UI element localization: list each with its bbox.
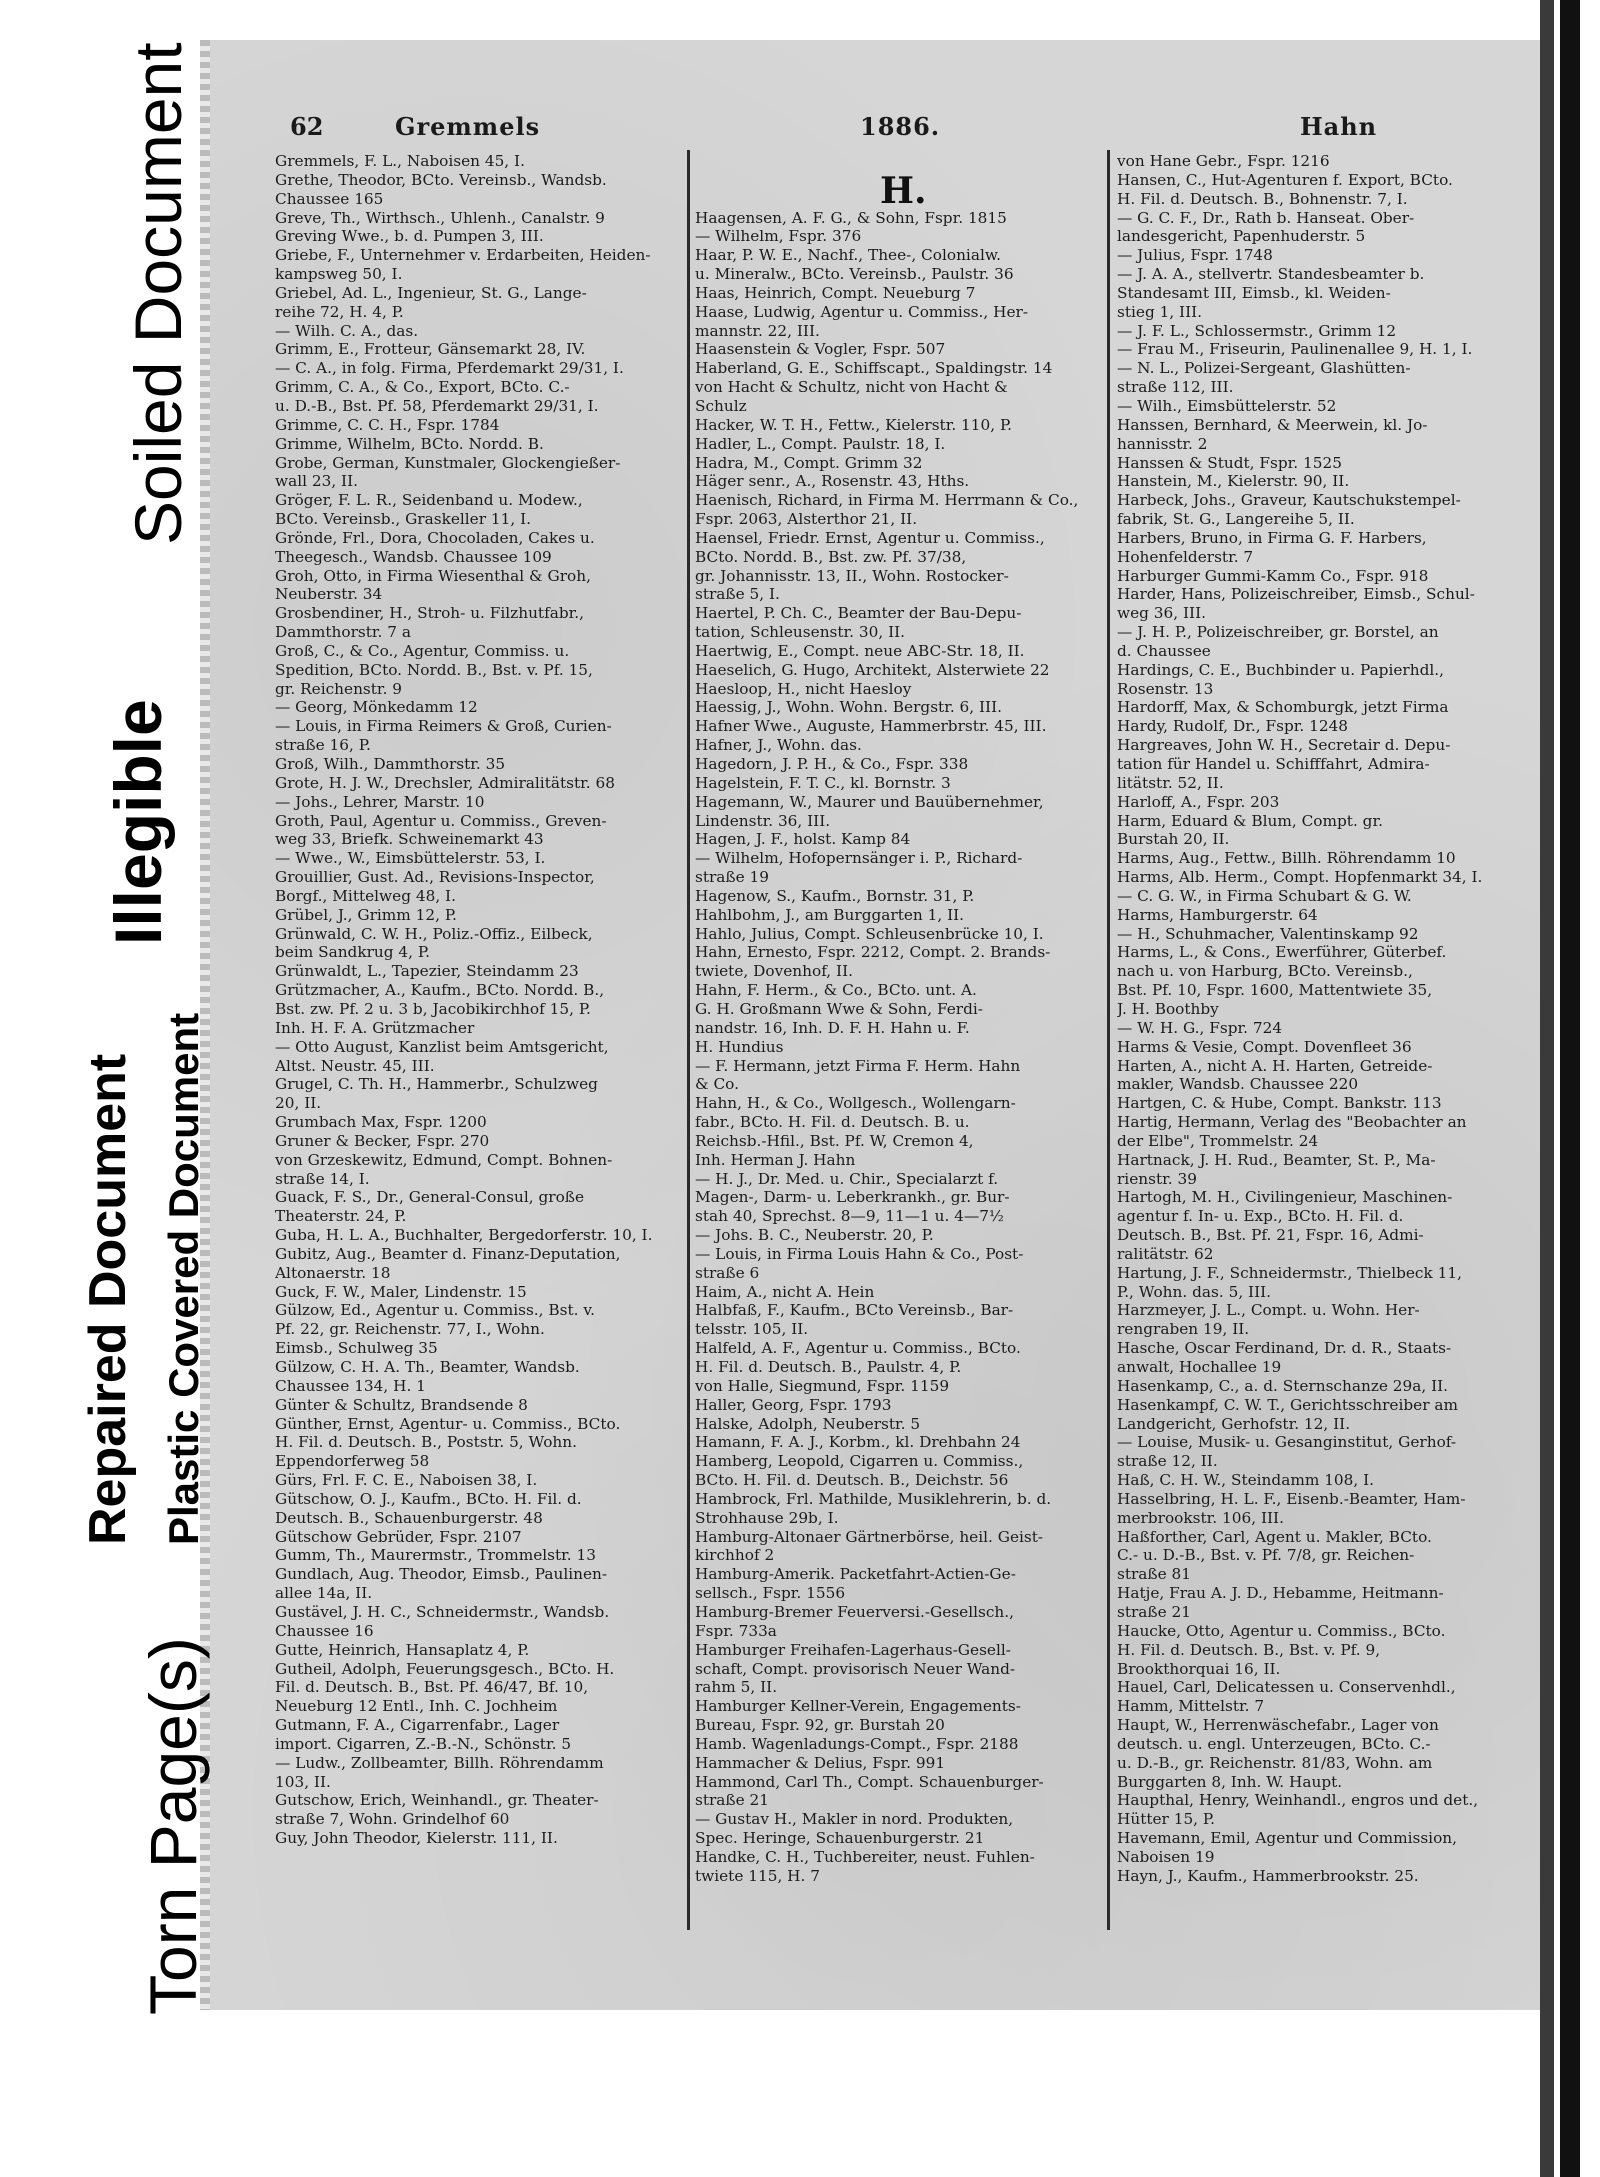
directory-entry: Hohenfelderstr. 7 — [1117, 547, 1254, 566]
directory-entry: von Grzeskewitz, Edmund, Compt. Bohnen- — [275, 1150, 613, 1169]
directory-entry: Havemann, Emil, Agentur und Commission, — [1117, 1829, 1457, 1848]
directory-entry: merbrookstr. 106, III. — [1117, 1508, 1284, 1527]
directory-entry: allee 14a, II. — [275, 1584, 373, 1603]
directory-entry: Hatje, Frau A. J. D., Hebamme, Heitmann- — [1117, 1584, 1444, 1603]
directory-entry: Grosbendiner, H., Stroh- u. Filzhutfabr., — [275, 604, 585, 623]
directory-entry: — Frau M., Friseurin, Paulinenallee 9, H. 1, I. — [1117, 340, 1473, 359]
directory-entry: tation für Handel u. Schifffahrt, Admira- — [1117, 755, 1430, 773]
directory-entry: Hagedorn, J. P. H., & Co., Fspr. 338 — [695, 755, 969, 773]
directory-entry: Harms, Alb. Herm., Compt. Hopfenmarkt 34, I. — [1117, 868, 1483, 887]
directory-entry: litätstr. 52, II. — [1117, 773, 1224, 792]
directory-entry: u. D.-B., Bst. Pf. 58, Pferdemarkt 29/31, I. — [275, 396, 599, 415]
column-rule — [1107, 150, 1110, 1930]
directory-entry: — J. H. P., Polizeischreiber, gr. Borstel, an — [1117, 623, 1439, 642]
directory-entry: Schulz — [695, 396, 747, 415]
directory-entry: Gutte, Heinrich, Hansaplatz 4, P. — [275, 1640, 530, 1659]
directory-entry: Magen-, Darm- u. Leberkrankh., gr. Bur- — [695, 1188, 1010, 1207]
directory-entry: Häger senr., A., Rosenstr. 43, Hths. — [695, 472, 970, 491]
directory-entry: P., Wohn. das. 5, III. — [1117, 1282, 1272, 1301]
section-letter: H. — [880, 170, 927, 212]
directory-entry: Hamm, Mittelstr. 7 — [1117, 1697, 1265, 1716]
directory-entry: Burggarten 8, Inh. W. Haupt. — [1117, 1772, 1343, 1791]
directory-entry: Haagensen, A. F. G., & Sohn, Fspr. 1815 — [695, 208, 1007, 227]
directory-entry: der Elbe", Trommelstr. 24 — [1117, 1131, 1319, 1150]
directory-entry: Rosenstr. 13 — [1117, 679, 1214, 698]
directory-entry: — Wilhelm, Hofopernsänger i. P., Richard- — [695, 849, 1023, 868]
directory-entry: Harder, Hans, Polizeischreiber, Eimsb., Schul- — [1117, 585, 1475, 604]
directory-entry: Grouillier, Gust. Ad., Revisions-Inspector, — [275, 868, 595, 887]
directory-entry: von Hane Gebr., Fspr. 1216 — [1117, 152, 1330, 170]
directory-entry: agentur f. In- u. Exp., BCto. H. Fil. d. — [1117, 1207, 1404, 1226]
directory-entry: Grübel, J., Grimm 12, P. — [275, 905, 457, 924]
directory-entry: H. Fil. d. Deutsch. B., Paulstr. 4, P. — [695, 1358, 962, 1376]
directory-entry: Bureau, Fspr. 92, gr. Burstah 20 — [695, 1716, 945, 1735]
directory-entry: Eimsb., Schulweg 35 — [275, 1339, 438, 1358]
directory-entry: Fspr. 2063, Alsterthor 21, II. — [695, 510, 918, 529]
directory-entry: straße 6 — [695, 1263, 760, 1282]
directory-entry: Gröger, F. L. R., Seidenband u. Modew., — [275, 491, 583, 510]
directory-entry: Eppendorferweg 58 — [275, 1452, 430, 1471]
directory-entry: Hasenkamp, C., a. d. Sternschanze 29a, II. — [1117, 1376, 1449, 1395]
directory-entry: rengraben 19, II. — [1117, 1320, 1250, 1339]
directory-entry: Hamburger Freihafen-Lagerhaus-Gesell- — [695, 1640, 1011, 1659]
directory-entry: Hafner Wwe., Auguste, Hammerbrstr. 45, III. — [695, 717, 1047, 736]
directory-entry: Altonaerstr. 18 — [275, 1263, 391, 1282]
directory-entry: schaft, Compt. provisorisch Neuer Wand- — [695, 1659, 1016, 1678]
directory-entry: straße 21 — [695, 1791, 770, 1810]
directory-entry: Harms, L., & Cons., Ewerführer, Güterbef. — [1117, 943, 1447, 962]
directory-entry: twiete 115, H. 7 — [695, 1866, 820, 1885]
directory-entry: nandstr. 16, Inh. D. F. H. Hahn u. F. — [695, 1018, 970, 1037]
directory-entry: fabr., BCto. H. Fil. d. Deutsch. B. u. — [695, 1113, 970, 1132]
directory-entry: Hartung, J. F., Schneidermstr., Thielbeck 11, — [1117, 1263, 1462, 1282]
directory-entry: — J. A. A., stellvertr. Standesbeamter b. — [1117, 265, 1425, 284]
directory-entry: Hammond, Carl Th., Compt. Schauenburger- — [695, 1772, 1044, 1791]
directory-entry: — G. C. F., Dr., Rath b. Hanseat. Ober- — [1117, 208, 1415, 227]
directory-entry: Burstah 20, II. — [1117, 830, 1230, 849]
directory-entry: Haupthal, Henry, Weinhandl., engros und det., — [1117, 1791, 1479, 1810]
header-right-word: Hahn — [1300, 112, 1378, 141]
directory-entry: Haller, Georg, Fspr. 1793 — [695, 1395, 892, 1414]
directory-entry: — Julius, Fspr. 1748 — [1117, 246, 1273, 265]
directory-entry: 20, II. — [275, 1094, 322, 1113]
scan-edge-shadow — [1540, 0, 1554, 2177]
directory-entry: — J. F. L., Schlossermstr., Grimm 12 — [1117, 321, 1397, 340]
directory-entry: BCto. Vereinsb., Graskeller 11, I. — [275, 510, 532, 529]
directory-entry: wall 23, II. — [275, 472, 358, 491]
directory-entry: tation, Schleusenstr. 30, II. — [695, 623, 906, 642]
directory-entry: Guck, F. W., Maler, Lindenstr. 15 — [275, 1282, 527, 1301]
directory-entry: Hanstein, M., Kielerstr. 90, II. — [1117, 472, 1350, 491]
directory-entry: Chaussee 16 — [275, 1621, 374, 1640]
directory-entry: straße 5, I. — [695, 585, 780, 604]
directory-entry: Haesloop, H., nicht Haesloy — [695, 679, 912, 698]
directory-entry — [695, 152, 1105, 171]
directory-entry: Haensel, Friedr. Ernst, Agentur u. Commiss., — [695, 528, 1045, 547]
directory-entry: twiete, Dovenhof, II. — [695, 962, 853, 981]
directory-entry: Hamburg-Bremer Feuerversi.-Gesellsch., — [695, 1602, 1015, 1621]
directory-entry: Haasenstein & Vogler, Fspr. 507 — [695, 340, 946, 359]
directory-entry: Gülzow, C. H. A. Th., Beamter, Wandsb. — [275, 1358, 580, 1376]
directory-entry: Hagen, J. F., holst. Kamp 84 — [695, 830, 911, 849]
directory-entry: — N. L., Polizei-Sergeant, Glashütten- — [1117, 359, 1411, 378]
directory-entry: Harloff, A., Fspr. 203 — [1117, 792, 1280, 811]
directory-entry: — Louis, in Firma Louis Hahn & Co., Post- — [695, 1244, 1024, 1263]
directory-entry: telsstr. 105, II. — [695, 1320, 809, 1339]
page-header — [270, 112, 1520, 152]
column-middle — [695, 152, 1105, 1886]
directory-entry: Hardy, Rudolf, Dr., Fspr. 1248 — [1117, 717, 1349, 736]
directory-entry: Hamburg-Amerik. Packetfahrt-Actien-Ge- — [695, 1565, 1016, 1584]
directory-entry: Brookthorquai 16, II. — [1117, 1659, 1281, 1678]
directory-entry: — Wilh. C. A., das. — [275, 321, 419, 340]
torn-pages-label: Torn Page(s) — [136, 1637, 210, 2015]
directory-entry: Gumm, Th., Maurermstr., Trommelstr. 13 — [275, 1546, 596, 1565]
directory-entry: — Wwe., W., Eimsbüttelerstr. 53, I. — [275, 849, 546, 868]
directory-entry: J. H. Boothby — [1117, 999, 1219, 1018]
directory-entry: Hartgen, C. & Hube, Compt. Bankstr. 113 — [1117, 1094, 1442, 1113]
directory-entry: Harzmeyer, J. L., Compt. u. Wohn. Her- — [1117, 1301, 1420, 1320]
directory-entry: Lindenstr. 36, III. — [695, 811, 831, 830]
directory-entry: Inh. Herman J. Hahn — [695, 1150, 856, 1169]
directory-entry: Spec. Heringe, Schauenburgerstr. 21 — [695, 1829, 985, 1848]
directory-entry: Strohhause 29b, I. — [695, 1508, 839, 1527]
directory-entry: Harten, A., nicht A. H. Harten, Getreide- — [1117, 1056, 1433, 1075]
directory-entry: — F. Hermann, jetzt Firma F. Herm. Hahn — [695, 1056, 1021, 1075]
directory-entry: Hahn, F. Herm., & Co., BCto. unt. A. — [695, 981, 977, 1000]
column-rule — [687, 150, 690, 1930]
directory-entry: weg 33, Briefk. Schweinemarkt 43 — [275, 830, 544, 849]
directory-entry: Gutheil, Adolph, Feuerungsgesch., BCto. H. — [275, 1659, 615, 1678]
directory-entry: Haim, A., nicht A. Hein — [695, 1282, 875, 1301]
directory-entry: Groh, Otto, in Firma Wiesenthal & Groh, — [275, 566, 591, 585]
directory-entry: — Wilh., Eimsbüttelerstr. 52 — [1117, 396, 1337, 415]
directory-entry: Haertel, P. Ch. C., Beamter der Bau-Depu- — [695, 604, 1022, 623]
directory-entry: Harbeck, Johs., Graveur, Kautschukstempel- — [1117, 491, 1461, 510]
directory-entry: Inh. H. F. A. Grützmacher — [275, 1018, 475, 1037]
directory-entry: Groß, C., & Co., Agentur, Commiss. u. — [275, 641, 570, 660]
directory-entry: Reichsb.-Hfil., Bst. Pf. W, Cremon 4, — [695, 1131, 974, 1150]
directory-entry: Hartogh, M. H., Civilingenieur, Maschinen- — [1117, 1188, 1453, 1207]
directory-entry: Grimm, C. A., & Co., Export, BCto. C.- — [275, 378, 570, 397]
directory-entry: straße 16, P. — [275, 736, 371, 755]
column-left — [275, 152, 685, 1848]
directory-entry: Neuberstr. 34 — [275, 585, 383, 604]
directory-entry: 103, II. — [275, 1772, 331, 1791]
header-left-word: Gremmels — [395, 112, 541, 141]
directory-entry: Hartnack, J. H. Rud., Beamter, St. P., Ma- — [1117, 1150, 1436, 1169]
directory-entry: Standesamt III, Eimsb., kl. Weiden- — [1117, 283, 1391, 302]
directory-entry: Hambrock, Frl. Mathilde, Musiklehrerin, b. d. — [695, 1489, 1052, 1508]
directory-entry: straße 7, Wohn. Grindelhof 60 — [275, 1810, 510, 1829]
directory-entry: Bst. Pf. 10, Fspr. 1600, Mattentwiete 35, — [1117, 981, 1433, 1000]
directory-entry: Fspr. 733a — [695, 1621, 777, 1640]
directory-entry: rahm 5, II. — [695, 1678, 778, 1697]
directory-entry: Deutsch. B., Bst. Pf. 21, Fspr. 16, Admi- — [1117, 1226, 1424, 1245]
directory-entry: Grönde, Frl., Dora, Chocoladen, Cakes u. — [275, 528, 595, 547]
directory-entry: Gutschow, Erich, Weinhandl., gr. Theater- — [275, 1791, 599, 1810]
directory-entry: Hauel, Carl, Delicatessen u. Conservenhdl., — [1117, 1678, 1456, 1697]
directory-entry: Greve, Th., Wirthsch., Uhlenh., Canalstr. 9 — [275, 208, 605, 227]
directory-entry: Gülzow, Ed., Agentur u. Commiss., Bst. v. — [275, 1301, 596, 1320]
directory-entry: Gütschow, O. J., Kaufm., BCto. H. Fil. d. — [275, 1489, 582, 1508]
directory-entry: Gütschow Gebrüder, Fspr. 2107 — [275, 1527, 522, 1546]
directory-entry — [695, 171, 1105, 190]
directory-entry: Gundlach, Aug. Theodor, Eimsb., Paulinen- — [275, 1565, 608, 1584]
directory-entry: Haertwig, E., Compt. neue ABC-Str. 18, II. — [695, 641, 1025, 660]
directory-entry: Hanssen, Bernhard, & Meerwein, kl. Jo- — [1117, 415, 1428, 434]
directory-entry: ralitätstr. 62 — [1117, 1244, 1214, 1263]
directory-entry: — C. A., in folg. Firma, Pferdemarkt 29/31, I. — [275, 359, 624, 378]
directory-entry: Hamburger Kellner-Verein, Engagements- — [695, 1697, 1021, 1716]
directory-entry: Hagemann, W., Maurer und Bauübernehmer, — [695, 792, 1044, 811]
directory-entry: Griebel, Ad. L., Ingenieur, St. G., Lange- — [275, 283, 587, 302]
directory-entry: Fil. d. Deutsch. B., Bst. Pf. 46/47, Bf. 10, — [275, 1678, 589, 1697]
directory-entry: Haeselich, G. Hugo, Architekt, Alsterwiete 22 — [695, 660, 1050, 679]
directory-entry: Hayn, J., Kaufm., Hammerbrookstr. 25. — [1117, 1866, 1419, 1885]
directory-entry: & Co. — [695, 1075, 739, 1094]
directory-entry: Neueburg 12 Entl., Inh. C. Jochheim — [275, 1697, 558, 1716]
directory-entry: Gutmann, F. A., Cigarrenfabr., Lager — [275, 1716, 560, 1735]
directory-entry: Hamann, F. A. J., Korbm., kl. Drehbahn 24 — [695, 1433, 1021, 1452]
directory-entry: Haessig, J., Wohn. Wohn. Bergstr. 6, III. — [695, 698, 1002, 717]
directory-entry: Haar, P. W. E., Nachf., Thee-, Colonialw. — [695, 246, 1001, 265]
directory-entry: Grethe, Theodor, BCto. Vereinsb., Wandsb. — [275, 170, 607, 189]
directory-entry: Grünwald, C. W. H., Poliz.-Offiz., Eilbeck, — [275, 924, 593, 943]
directory-entry: Groth, Paul, Agentur u. Commiss., Greven- — [275, 811, 607, 830]
directory-entry: weg 36, III. — [1117, 604, 1206, 623]
directory-entry: Griebe, F., Unternehmer v. Erdarbeiten, Heiden- — [275, 246, 651, 265]
directory-entry: Grimm, E., Frotteur, Gänsemarkt 28, IV. — [275, 340, 586, 359]
directory-entry: Groß, Wilh., Dammthorstr. 35 — [275, 755, 506, 773]
directory-entry: straße 112, III. — [1117, 378, 1234, 397]
directory-entry: Haas, Heinrich, Compt. Neueburg 7 — [695, 283, 976, 302]
directory-entry: Chaussee 165 — [275, 189, 384, 208]
directory-entry: Hahn, Ernesto, Fspr. 2212, Compt. 2. Brands- — [695, 943, 1051, 962]
directory-entry: Gruner & Becker, Fspr. 270 — [275, 1131, 490, 1150]
directory-entry: Theegesch., Wandsb. Chaussee 109 — [275, 547, 552, 566]
header-year: 1886. — [860, 112, 941, 141]
directory-entry: fabrik, St. G., Langereihe 5, II. — [1117, 510, 1355, 529]
directory-entry: u. D.-B., gr. Reichenstr. 81/83, Wohn. am — [1117, 1753, 1433, 1772]
directory-entry: Hacker, W. T. H., Fettw., Kielerstr. 110, P. — [695, 415, 1013, 434]
directory-entry: — Ludw., Zollbeamter, Billh. Röhrendamm — [275, 1753, 604, 1772]
directory-entry: G. H. Großmann Wwe & Sohn, Ferdi- — [695, 999, 983, 1018]
scan-edge-right — [1560, 0, 1580, 2177]
directory-entry: Hasche, Oscar Ferdinand, Dr. d. R., Staats- — [1117, 1339, 1452, 1358]
directory-entry: von Hacht & Schultz, nicht von Hacht & — [695, 378, 1008, 397]
directory-entry: Grünwaldt, L., Tapezier, Steindamm 23 — [275, 962, 579, 981]
directory-entry: Gürs, Frl. F. C. E., Naboisen 38, I. — [275, 1471, 538, 1490]
directory-entry: reihe 72, H. 4, P. — [275, 302, 404, 321]
directory-entry: Gremmels, F. L., Naboisen 45, I. — [275, 152, 525, 170]
directory-entry: Hahlo, Julius, Compt. Schleusenbrücke 10, I. — [695, 924, 1044, 943]
directory-entry: Theaterstr. 24, P. — [275, 1207, 407, 1226]
directory-entry: kirchhof 2 — [695, 1546, 775, 1565]
directory-entry: Gubitz, Aug., Beamter d. Finanz-Deputation, — [275, 1244, 621, 1263]
directory-entry: Grützmacher, A., Kaufm., BCto. Nordd. B., — [275, 981, 605, 1000]
directory-entry: — Louis, in Firma Reimers & Groß, Curien- — [275, 717, 612, 736]
directory-entry: — Otto August, Kanzlist beim Amtsgericht, — [275, 1037, 609, 1056]
directory-entry: — W. H. G., Fspr. 724 — [1117, 1018, 1283, 1037]
directory-entry: stah 40, Sprechst. 8—9, 11—1 u. 4—7½ — [695, 1207, 1004, 1226]
directory-entry: Halbfaß, F., Kaufm., BCto Vereinsb., Bar- — [695, 1301, 1014, 1320]
directory-entry: Hamberg, Leopold, Cigarren u. Commiss., — [695, 1452, 1024, 1471]
directory-entry: Pf. 22, gr. Reichenstr. 77, I., Wohn. — [275, 1320, 545, 1339]
directory-entry: Haß, C. H. W., Steindamm 108, I. — [1117, 1471, 1375, 1490]
directory-entry: Guba, H. L. A., Buchhalter, Bergedorferstr. 10, I. — [275, 1226, 653, 1245]
directory-entry: straße 21 — [1117, 1602, 1192, 1621]
directory-entry: straße 81 — [1117, 1565, 1192, 1584]
illegible-label: Illegible — [101, 699, 175, 945]
directory-entry: mannstr. 22, III. — [695, 321, 820, 340]
directory-entry: H. Fil. d. Deutsch. B., Bohnenstr. 7, I. — [1117, 189, 1408, 208]
directory-entry: straße 12, II. — [1117, 1452, 1218, 1471]
directory-entry: Haase, Ludwig, Agentur u. Commiss., Her- — [695, 302, 1028, 321]
directory-entry: Hargreaves, John W. H., Secretair d. Depu- — [1117, 736, 1451, 755]
directory-entry: Handke, C. H., Tuchbereiter, neust. Fuhlen- — [695, 1847, 1035, 1866]
directory-entry: — Georg, Mönkedamm 12 — [275, 698, 478, 717]
directory-entry: rienstr. 39 — [1117, 1169, 1197, 1188]
directory-entry: — H., Schuhmacher, Valentinskamp 92 — [1117, 924, 1419, 943]
directory-entry: Harms & Vesie, Compt. Dovenfleet 36 — [1117, 1037, 1412, 1056]
directory-entry: Grimme, Wilhelm, BCto. Nordd. B. — [275, 434, 544, 453]
directory-entry: — H. J., Dr. Med. u. Chir., Specialarzt f. — [695, 1169, 999, 1188]
directory-entry: Hammacher & Delius, Fspr. 991 — [695, 1753, 946, 1772]
directory-entry: Hanssen & Studt, Fspr. 1525 — [1117, 453, 1342, 472]
directory-entry: Hahlbohm, J., am Burggarten 1, II. — [695, 905, 965, 924]
directory-entry: Altst. Neustr. 45, III. — [275, 1056, 435, 1075]
directory-entry: anwalt, Hochallee 19 — [1117, 1358, 1282, 1376]
directory-entry: — Louise, Musik- u. Gesanginstitut, Gerhof- — [1117, 1433, 1457, 1452]
directory-entry: Grobe, German, Kunstmaler, Glockengießer- — [275, 453, 621, 472]
directory-entry: H. Fil. d. Deutsch. B., Bst. v. Pf. 9, — [1117, 1640, 1381, 1659]
directory-entry: Bst. zw. Pf. 2 u. 3 b, Jacobikirchhof 15, P. — [275, 999, 591, 1018]
directory-entry: Haberland, G. E., Schiffscapt., Spaldingstr. 14 — [695, 359, 1053, 378]
directory-entry: Harms, Aug., Fettw., Billh. Röhrendamm 10 — [1117, 849, 1456, 868]
directory-entry: Hafner, J., Wohn. das. — [695, 736, 862, 755]
directory-entry: Hadler, L., Compt. Paulstr. 18, I. — [695, 434, 946, 453]
directory-entry: Hagelstein, F. T. C., kl. Bornstr. 3 — [695, 773, 951, 792]
directory-entry: sellsch., Fspr. 1556 — [695, 1584, 846, 1603]
directory-entry: Hütter 15, P. — [1117, 1810, 1215, 1829]
directory-entry: Hardings, C. E., Buchbinder u. Papierhdl., — [1117, 660, 1444, 679]
directory-entry: C.- u. D.-B., Bst. v. Pf. 7/8, gr. Reichen- — [1117, 1546, 1415, 1565]
directory-entry: Spedition, BCto. Nordd. B., Bst. v. Pf. 15, — [275, 660, 593, 679]
directory-entry: hannisstr. 2 — [1117, 434, 1208, 453]
directory-entry: Dammthorstr. 7 a — [275, 623, 411, 642]
directory-entry: Guy, John Theodor, Kielerstr. 111, II. — [275, 1829, 558, 1848]
directory-entry: Hardorff, Max, & Schomburgk, jetzt Firma — [1117, 698, 1449, 717]
directory-entry: Haucke, Otto, Agentur u. Commiss., BCto. — [1117, 1621, 1446, 1640]
directory-entry: landesgericht, Papenhuderstr. 5 — [1117, 227, 1366, 246]
directory-entry: Borgf., Mittelweg 48, I. — [275, 886, 456, 905]
directory-entry: Greving Wwe., b. d. Pumpen 3, III. — [275, 227, 544, 246]
directory-entry: Hagenow, S., Kaufm., Bornstr. 31, P. — [695, 886, 975, 905]
directory-entry: Haßforther, Carl, Agent u. Makler, BCto. — [1117, 1527, 1432, 1546]
directory-entry: Grimme, C. C. H., Fspr. 1784 — [275, 415, 500, 434]
directory-entry: Hamburg-Altonaer Gärtnerbörse, heil. Geist- — [695, 1527, 1044, 1546]
directory-entry: makler, Wandsb. Chaussee 220 — [1117, 1075, 1359, 1094]
directory-entry: Harburger Gummi-Kamm Co., Fspr. 918 — [1117, 566, 1429, 585]
plastic-covered-document-label: Plastic Covered Document — [160, 1012, 207, 1545]
directory-entry: u. Mineralw., BCto. Vereinsb., Paulstr. 36 — [695, 265, 1014, 284]
directory-entry: Grumbach Max, Fspr. 1200 — [275, 1113, 487, 1132]
soiled-document-label: Soiled Document — [121, 42, 195, 545]
directory-entry: nach u. von Harburg, BCto. Vereinsb., — [1117, 962, 1413, 981]
directory-entry: Landgericht, Gerhofstr. 12, II. — [1117, 1414, 1351, 1433]
directory-entry: Grote, H. J. W., Drechsler, Admiralitätstr. 68 — [275, 773, 615, 792]
directory-entry: Chaussee 134, H. 1 — [275, 1376, 426, 1395]
directory-entry: gr. Reichenstr. 9 — [275, 679, 403, 698]
directory-entry — [695, 190, 1105, 209]
directory-entry: Naboisen 19 — [1117, 1847, 1215, 1866]
directory-entry: straße 19 — [695, 868, 770, 887]
directory-entry: Harms, Hamburgerstr. 64 — [1117, 905, 1318, 924]
directory-entry: Günther, Ernst, Agentur- u. Commiss., BCto. — [275, 1414, 621, 1433]
directory-entry: straße 14, I. — [275, 1169, 370, 1188]
directory-entry: H. Hundius — [695, 1037, 784, 1056]
directory-entry: Hahn, H., & Co., Wollgesch., Wollengarn- — [695, 1094, 1016, 1113]
directory-entry: Harm, Eduard & Blum, Compt. gr. — [1117, 811, 1383, 830]
repaired-document-label: Repaired Document — [79, 1053, 137, 1545]
directory-entry: Guack, F. S., Dr., General-Consul, große — [275, 1188, 585, 1207]
directory-entry: Hansen, C., Hut-Agenturen f. Export, BCto. — [1117, 170, 1453, 189]
directory-entry: Hadra, M., Compt. Grimm 32 — [695, 453, 923, 472]
directory-entry: deutsch. u. engl. Unterzeugen, BCto. C.- — [1117, 1734, 1431, 1753]
directory-entry: Haenisch, Richard, in Firma M. Herrmann & Co., — [695, 491, 1079, 510]
directory-entry: Halfeld, A. F., Agentur u. Commiss., BCto. — [695, 1339, 1021, 1358]
directory-entry: BCto. H. Fil. d. Deutsch. B., Deichstr. 56 — [695, 1471, 1009, 1490]
directory-entry: Halske, Adolph, Neuberstr. 5 — [695, 1414, 921, 1433]
directory-entry: Hartig, Hermann, Verlag des "Beobachter an — [1117, 1113, 1467, 1132]
directory-entry: — C. G. W., in Firma Schubart & G. W. — [1117, 886, 1412, 905]
directory-entry: Gustävel, J. H. C., Schneidermstr., Wandsb. — [275, 1602, 610, 1621]
directory-entry: — Wilhelm, Fspr. 376 — [695, 227, 862, 246]
directory-entry: von Halle, Siegmund, Fspr. 1159 — [695, 1376, 950, 1395]
directory-entry: Haupt, W., Herrenwäschefabr., Lager von — [1117, 1716, 1439, 1735]
directory-entry: Hasenkampf, C. W. T., Gerichtsschreiber am — [1117, 1395, 1459, 1414]
directory-entry: Harbers, Bruno, in Firma G. F. Harbers, — [1117, 528, 1427, 547]
page-number: 62 — [290, 112, 324, 141]
directory-entry: stieg 1, III. — [1117, 302, 1203, 321]
directory-entry: H. Fil. d. Deutsch. B., Poststr. 5, Wohn. — [275, 1433, 577, 1452]
directory-entry: gr. Johannisstr. 13, II., Wohn. Rostocker- — [695, 566, 1009, 585]
directory-entry: — Johs. B. C., Neuberstr. 20, P. — [695, 1226, 934, 1245]
directory-entry: d. Chaussee — [1117, 641, 1211, 660]
directory-entry: — Johs., Lehrer, Marstr. 10 — [275, 792, 485, 811]
column-right — [1117, 152, 1527, 1886]
directory-entry: Günter & Schultz, Brandsende 8 — [275, 1395, 528, 1414]
directory-entry: Hamb. Wagenladungs-Compt., Fspr. 2188 — [695, 1734, 1019, 1753]
directory-entry: Deutsch. B., Schauenburgerstr. 48 — [275, 1508, 543, 1527]
directory-entry: beim Sandkrug 4, P. — [275, 943, 430, 962]
directory-entry: Hasselbring, H. L. F., Eisenb.-Beamter, Ham- — [1117, 1489, 1466, 1508]
directory-entry: Grugel, C. Th. H., Hammerbr., Schulzweg — [275, 1075, 598, 1094]
directory-entry: — Gustav H., Makler in nord. Produkten, — [695, 1810, 1014, 1829]
directory-entry: kampsweg 50, I. — [275, 265, 403, 284]
directory-entry: BCto. Nordd. B., Bst. zw. Pf. 37/38, — [695, 547, 967, 566]
directory-entry: import. Cigarren, Z.-B.-N., Schönstr. 5 — [275, 1734, 572, 1753]
